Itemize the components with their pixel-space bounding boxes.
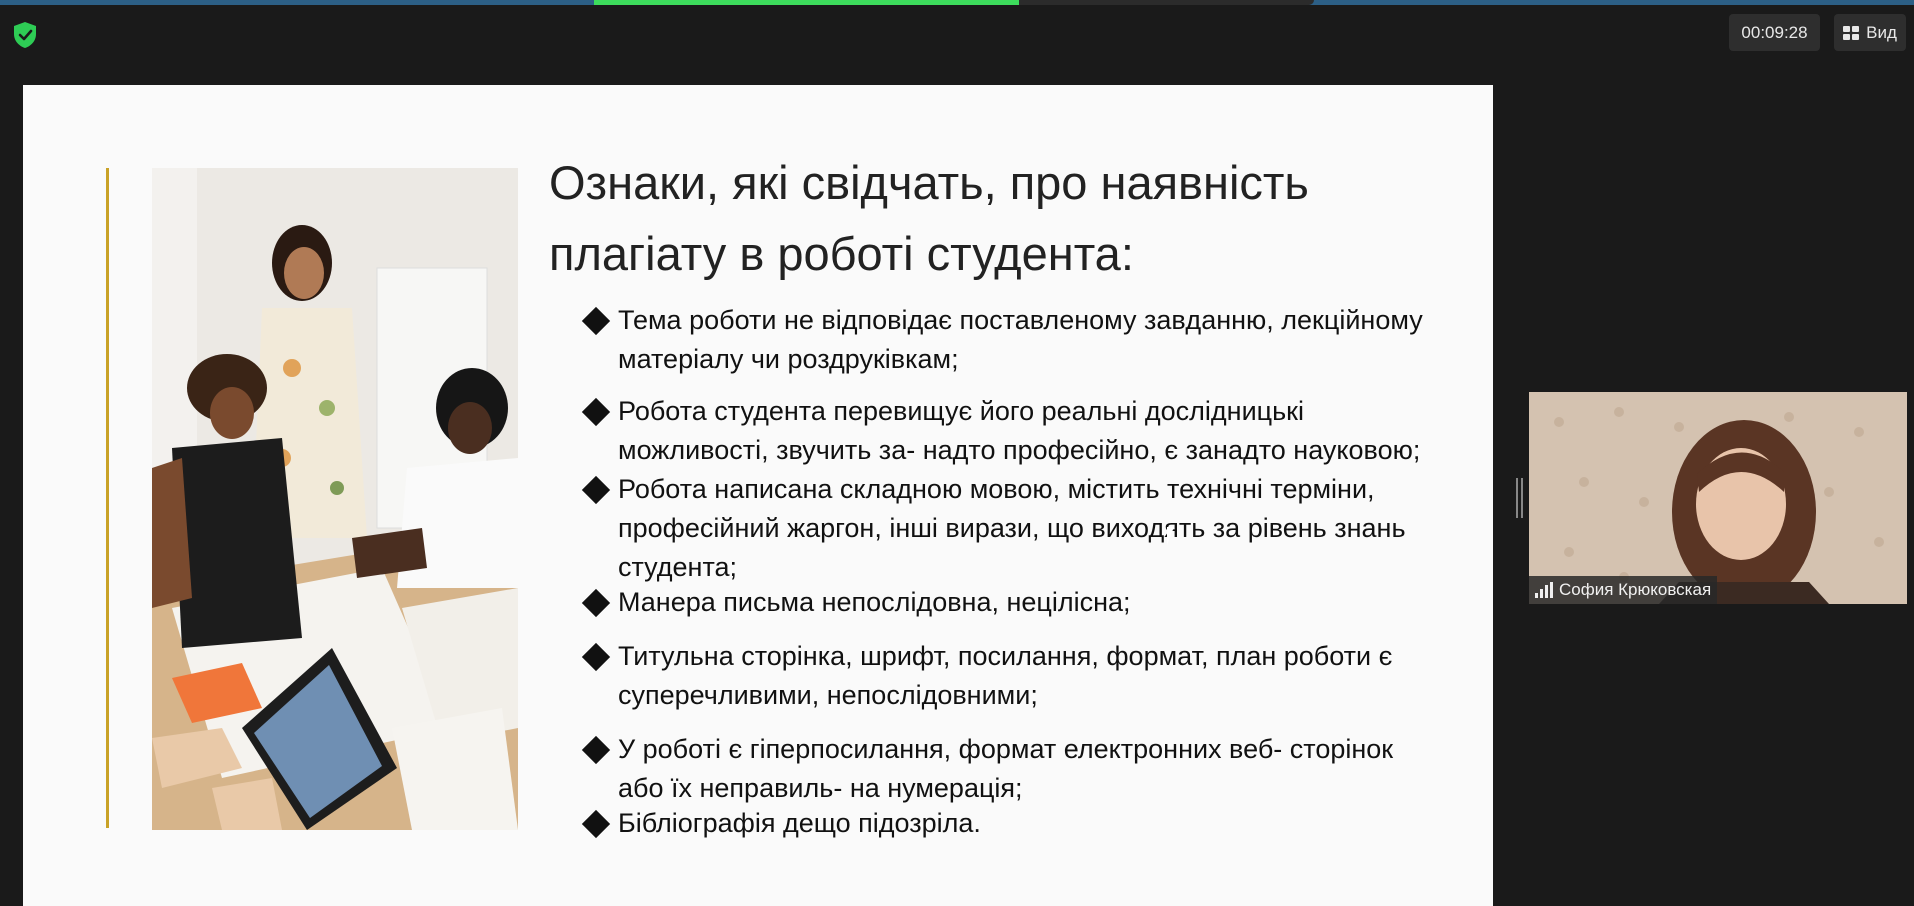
mouse-cursor-icon [1167, 527, 1181, 545]
bullet-text: Бібліографія дещо підозріла. [618, 808, 981, 838]
view-button[interactable] [1834, 14, 1906, 51]
bullet-text: У роботі є гіперпосилання, формат електронних веб- сторінок або їх неправиль- на нумерація; [618, 734, 1394, 803]
share-indicator-fill [594, 0, 1019, 5]
view-button-label: Вид [1866, 22, 1897, 42]
bullet-item [583, 804, 1443, 843]
bullet-text: Робота написана складною мовою, містить технічні терміни, професійний жаргон, інші вирази, що виходять за рівень знань студента; [618, 474, 1406, 582]
bullet-text: Титульна сторінка, шрифт, посилання, формат, план роботи є суперечливими, непослідовними; [618, 641, 1393, 710]
diamond-bullet-icon [582, 307, 610, 335]
diamond-bullet-icon [582, 643, 610, 671]
participant-name: София Крюковская [1559, 580, 1712, 599]
bullet-item [583, 637, 1443, 715]
bullet-list [583, 301, 1443, 843]
bullet-item [583, 583, 1443, 622]
diamond-bullet-icon [582, 398, 610, 426]
grid-view-icon [1843, 26, 1859, 40]
students-photo [152, 168, 518, 830]
diamond-bullet-icon [582, 810, 610, 838]
signal-strength-icon [1535, 582, 1553, 598]
screen-share-indicator-bar[interactable] [594, 0, 1314, 5]
slide-accent-line [106, 168, 109, 828]
diamond-bullet-icon [582, 736, 610, 764]
meeting-timer: 00:09:28 [1729, 14, 1820, 51]
panel-resize-handle[interactable] [1516, 478, 1524, 518]
bullet-item [583, 470, 1443, 587]
security-shield-icon[interactable] [10, 20, 40, 50]
bullet-item [583, 730, 1443, 808]
bullet-item [583, 301, 1443, 379]
bullet-text: Манера письма непослідовна, нецілісна; [618, 587, 1131, 617]
slide-title: Ознаки, які свідчать, про наявність плагіату в роботі студента: [549, 156, 1309, 280]
bullet-text: Тема роботи не відповідає поставленому завданню, лекційному матеріалу чи роздруківкам; [618, 305, 1423, 374]
diamond-bullet-icon [582, 476, 610, 504]
diamond-bullet-icon [582, 589, 610, 617]
bullet-item [583, 392, 1443, 470]
participant-name-tag [1529, 576, 1717, 604]
participant-video-tile[interactable] [1529, 392, 1907, 604]
bullet-text: Робота студента перевищує його реальні дослідницькі можливості, звучить за- надто професійно, є занадто науковою; [618, 396, 1421, 465]
shared-slide [23, 85, 1493, 906]
